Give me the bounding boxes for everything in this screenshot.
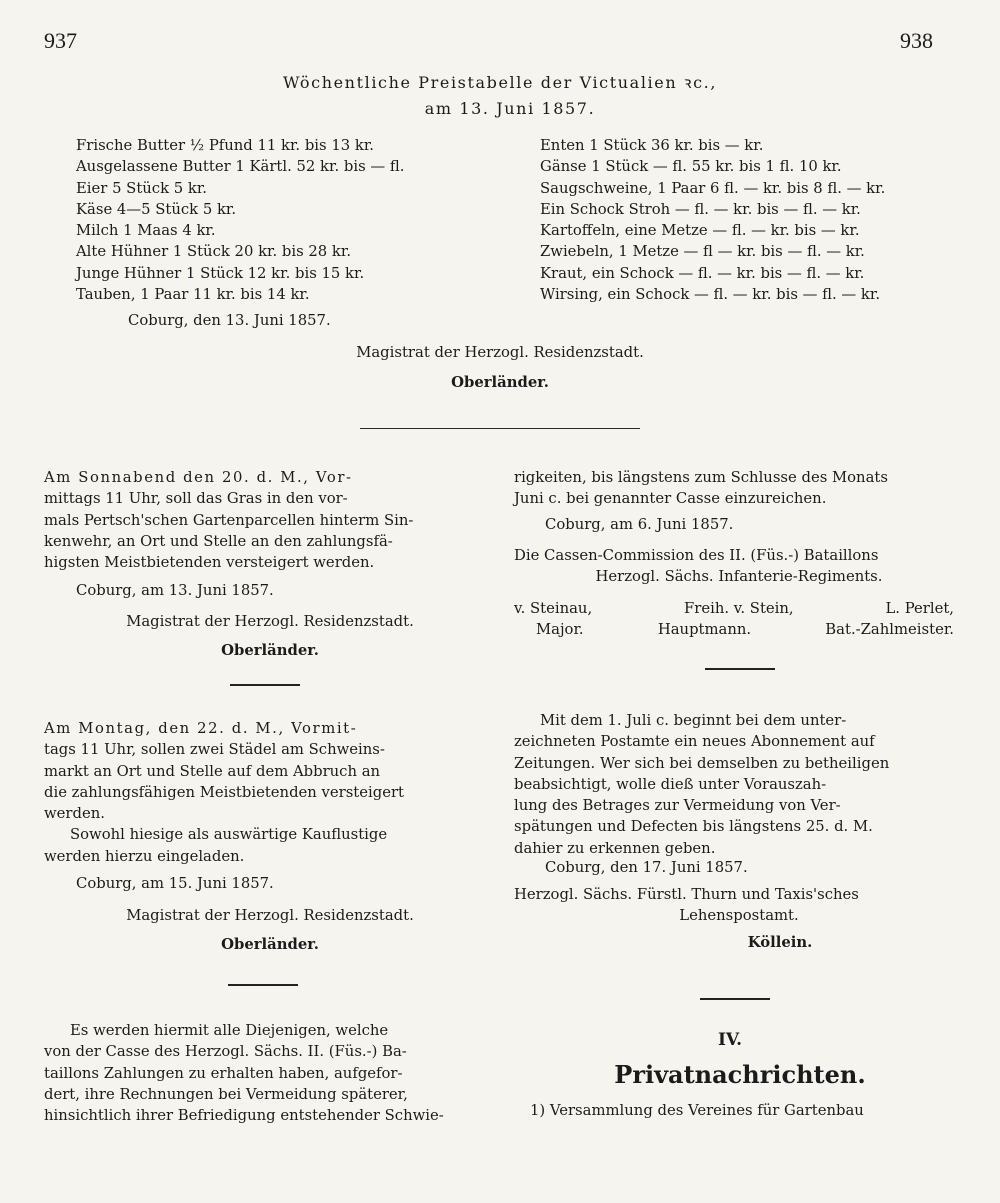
notice-line: werden hierzu eingeladen. [44, 847, 245, 865]
signer-name: L. Perlet, [885, 600, 954, 617]
notice-grass [44, 467, 484, 573]
section-heading: Privatnachrichten. [614, 1060, 866, 1089]
price-item: Junge Hühner 1 Stück 12 kr. bis 15 kr. [76, 264, 365, 282]
price-table-authority: Magistrat der Herzogl. Residenzstadt. [356, 344, 644, 361]
price-item: Ein Schock Stroh — fl. — kr. bis — fl. — kr. [540, 200, 861, 218]
authority-line: Herzogl. Sächs. Fürstl. Thurn und Taxis'sches [514, 886, 859, 903]
notice-line: die zahlungsfähigen Meistbietenden versteigert [44, 783, 404, 801]
notice-separator [228, 984, 298, 986]
page-number-right: 938 [900, 28, 933, 53]
price-item: Zwiebeln, 1 Metze — fl — kr. bis — fl. — kr. [540, 243, 865, 261]
notice-staedel [44, 718, 484, 867]
price-item: Saugschweine, 1 Paar 6 fl. — kr. bis 8 fl. — kr. [540, 179, 886, 197]
notice-line: Am Montag, den 22. d. M., Vormit- [44, 720, 358, 737]
notice-line: markt an Ort und Stelle auf dem Abbruch an [44, 762, 381, 780]
price-item: Gänse 1 Stück — fl. 55 kr. bis 1 fl. 10 kr. [540, 158, 842, 176]
notice-line: rigkeiten, bis längstens zum Schlusse des Monats [514, 469, 888, 486]
notice-post-authority [514, 884, 964, 927]
signer-title: Major. [536, 621, 584, 639]
price-table-date: am 13. Juni 1857. [424, 99, 596, 118]
price-table-signature: Oberländer. [451, 374, 549, 391]
notice-cassa-authority [514, 545, 964, 588]
notice-line: spätungen und Defecten bis längstens 25. d. M. [514, 818, 873, 836]
notice-line: taillons Zahlungen zu erhalten haben, aufgefor- [44, 1064, 403, 1082]
notice-line: lung des Betrages zur Vermeidung von Ver- [514, 797, 841, 815]
notice-line: von der Casse des Herzogl. Sächs. II. (Füs.-) Ba- [44, 1043, 407, 1061]
price-item: Eier 5 Stück 5 kr. [76, 179, 207, 197]
notice-line: dert, ihre Rechnungen bei Vermeidung späterer, [44, 1085, 408, 1103]
notice-line: werden. [44, 805, 105, 823]
price-list-right [540, 135, 960, 305]
notice-line: beabsichtigt, wolle dieß unter Vorauszah- [514, 775, 827, 793]
notice-cassa-signers [514, 598, 954, 641]
notice-separator [705, 668, 775, 670]
notice-post-signature: Köllein. [747, 934, 813, 951]
notice-staedel-signature: Oberländer. [221, 936, 319, 953]
notice-separator [700, 998, 770, 1000]
notice-grass-place-date: Coburg, am 13. Juni 1857. [76, 582, 274, 599]
notice-line: Mit dem 1. Juli c. beginnt bei dem unter- [540, 712, 847, 729]
notice-line: dahier zu erkennen geben. [514, 839, 716, 857]
signer-name: v. Steinau, [514, 600, 593, 617]
notice-line: higsten Meistbietenden versteigert werden. [44, 554, 375, 572]
notice-cassa-start [44, 1020, 489, 1126]
notice-cassa [514, 467, 964, 510]
price-item: Käse 4—5 Stück 5 kr. [76, 200, 237, 218]
section-item: 1) Versammlung des Vereines für Gartenbau [530, 1102, 864, 1119]
notice-cassa-place-date: Coburg, am 6. Juni 1857. [545, 516, 734, 533]
signer-titles [514, 619, 954, 640]
authority-line: Die Cassen-Commission des II. (Füs.-) Bataillons [514, 547, 879, 564]
signer-title: Bat.-Zahlmeister. [825, 621, 954, 639]
price-item: Milch 1 Maas 4 kr. [76, 222, 216, 240]
notice-line: hinsichtlich ihrer Befriedigung entstehender Schwie- [44, 1107, 444, 1125]
price-item: Tauben, 1 Paar 11 kr. bis 14 kr. [76, 286, 310, 304]
authority-line: Lehenspostamt. [679, 907, 799, 925]
section-numeral: IV. [717, 1030, 743, 1050]
notice-line: zeichneten Postamte ein neues Abonnement auf [514, 733, 875, 751]
notice-line: tags 11 Uhr, sollen zwei Städel am Schweins- [44, 741, 385, 759]
notice-line: mals Pertsch'schen Gartenparcellen hinterm Sin- [44, 511, 414, 529]
notice-separator [230, 684, 300, 686]
price-item: Frische Butter ½ Pfund 11 kr. bis 13 kr. [76, 137, 374, 154]
notice-staedel-authority: Magistrat der Herzogl. Residenzstadt. [126, 907, 414, 924]
notice-line: Zeitungen. Wer sich bei demselben zu betheiligen [514, 754, 890, 772]
notice-line: Juni c. bei genannter Casse einzureichen. [514, 490, 827, 508]
notice-staedel-place-date: Coburg, am 15. Juni 1857. [76, 875, 274, 892]
notice-line: Am Sonnabend den 20. d. M., Vor- [44, 469, 353, 486]
notice-grass-signature: Oberländer. [221, 642, 319, 659]
notice-post-place-date: Coburg, den 17. Juni 1857. [545, 859, 748, 876]
price-item: Enten 1 Stück 36 kr. bis — kr. [540, 137, 764, 154]
signer-names [514, 598, 954, 619]
price-item: Kartoffeln, eine Metze — fl. — kr. bis — kr. [540, 222, 860, 240]
price-item: Wirsing, ein Schock — fl. — kr. bis — fl. — kr. [540, 286, 881, 304]
authority-line: Herzogl. Sächs. Infanterie-Regiments. [595, 568, 883, 586]
page-number-left: 937 [44, 28, 77, 53]
price-item: Kraut, ein Schock — fl. — kr. bis — fl. — kr. [540, 264, 865, 282]
notice-line: Es werden hiermit alle Diejenigen, welche [70, 1022, 389, 1039]
price-item: Ausgelassene Butter 1 Kärtl. 52 kr. bis — fl. [76, 158, 405, 176]
price-table-place-date: Coburg, den 13. Juni 1857. [128, 312, 331, 329]
notice-grass-authority: Magistrat der Herzogl. Residenzstadt. [126, 613, 414, 630]
notice-line: mittags 11 Uhr, soll das Gras in den vor- [44, 490, 348, 508]
notice-post [514, 710, 964, 859]
price-table-title: Wöchentliche Preistabelle der Victualien ꝛc., [282, 73, 718, 92]
price-list-left [76, 135, 506, 305]
signer-title: Hauptmann. [657, 621, 752, 639]
notice-line: kenwehr, an Ort und Stelle an den zahlungsfä- [44, 532, 393, 550]
signer-name: Freih. v. Stein, [684, 600, 794, 617]
notice-line: Sowohl hiesige als auswärtige Kauflustige [70, 826, 388, 844]
section-divider [360, 428, 640, 429]
price-item: Alte Hühner 1 Stück 20 kr. bis 28 kr. [76, 243, 352, 261]
